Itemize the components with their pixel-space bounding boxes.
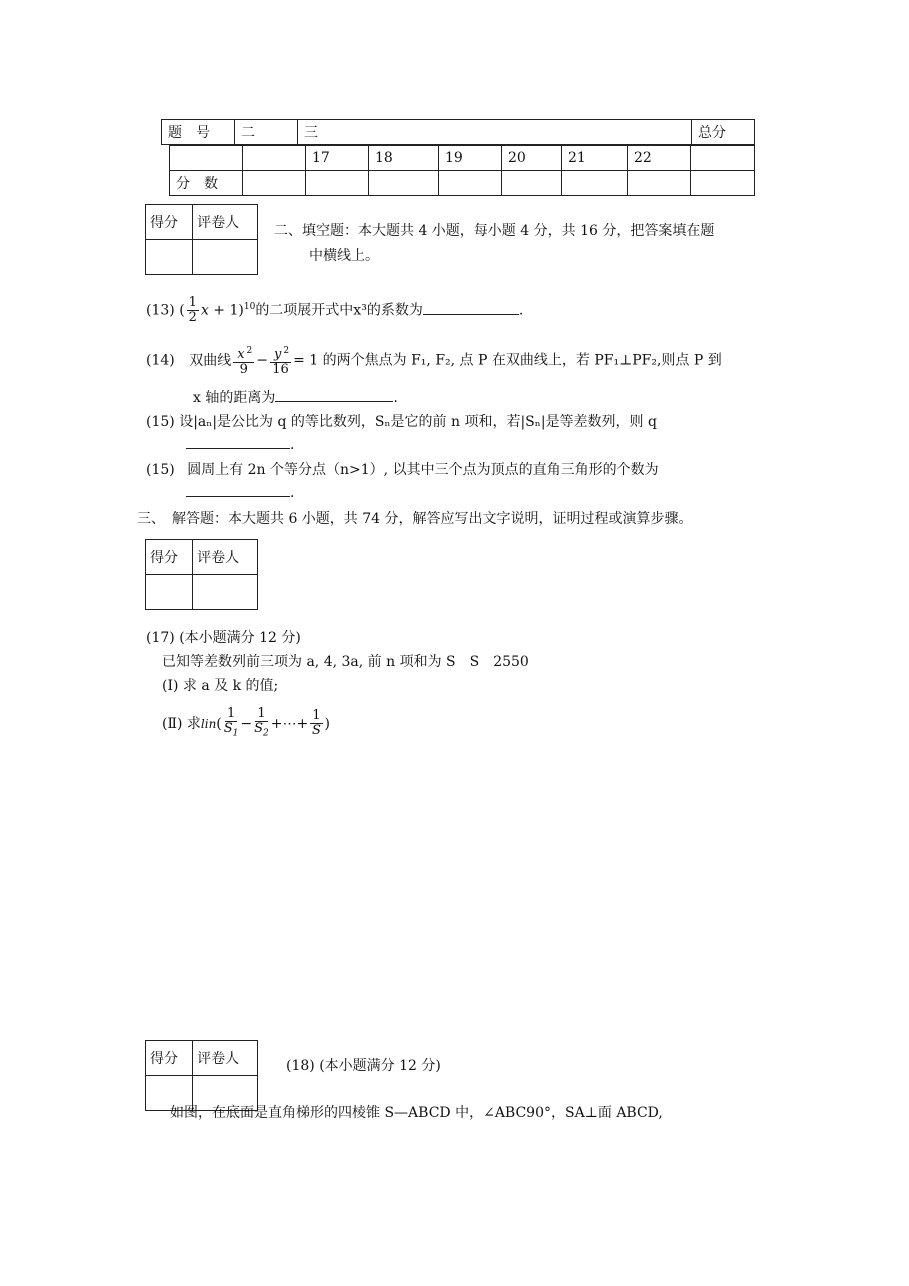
- answer-blank[interactable]: [275, 401, 393, 402]
- score-table-cell: 分 数: [170, 171, 243, 196]
- grade-box: [145, 539, 258, 610]
- score-table-cell: 总分: [692, 120, 755, 145]
- question-17-part1: (Ⅰ) 求 a 及 k 的值;: [162, 678, 279, 694]
- fraction: $\frac{1}{S}$: [311, 708, 321, 739]
- question-15b: [146, 459, 659, 479]
- score-table-cell: [628, 171, 691, 196]
- score-table-cell: [691, 146, 755, 171]
- score-table-cell: [439, 171, 502, 196]
- score-label: 得分: [146, 205, 193, 240]
- score-table-cell: 题 号: [162, 120, 235, 145]
- grade-box: [145, 204, 258, 275]
- question-18-line1: 如图，在底面是直角梯形的四棱锥 S—ABCD 中，∠ABC90°，SA⊥面 ABCD,: [170, 1105, 663, 1121]
- question-text: 圆周上有 2n 个等分点（n>1）, 以其中三个点为顶点的直角三角形的个数为: [187, 462, 659, 478]
- question-17-title: (17) (本小题满分 12 分): [146, 630, 301, 646]
- answer-blank[interactable]: [186, 482, 290, 497]
- question-17-part2: (Ⅱ) 求lin( $\frac{1}{S_1}$ − $\frac{1}{S_2}$ +⋯+ $\frac{1}{S}$ ): [162, 706, 330, 739]
- fraction: $\frac{x ^2}{9}$: [233, 344, 254, 377]
- score-table-cell: [369, 171, 439, 196]
- answer-blank[interactable]: [423, 314, 519, 315]
- fraction: $\frac{y ^2}{16}$: [270, 344, 291, 377]
- score-table-cell: [562, 171, 628, 196]
- score-table-cell: 20: [502, 146, 562, 171]
- score-table-cell: 19: [439, 146, 502, 171]
- grade-box: [145, 1040, 258, 1111]
- score-table-cell: 三: [298, 120, 692, 145]
- question-text: 的二项展开式中x³的系数为: [255, 302, 423, 319]
- question-14: (14) 双曲线 $\frac{x ^2}{9}$ − $\frac{y ^2}{16}$ = 1 的两个焦点为 F₁, F₂, 点 P 在双曲线上，若 PF₁⊥PF₂,则点 P 到: [146, 346, 722, 378]
- score-table-cell: [170, 146, 243, 171]
- question-number: (14): [146, 352, 175, 369]
- score-table-cell: [691, 171, 755, 196]
- question-17-line1: 已知等差数列前三项为 a, 4, 3a, 前 n 项和为 S S 2550: [162, 654, 529, 670]
- score-table-cell: 二: [235, 120, 298, 145]
- question-text: = 1 的两个焦点为 F₁, F₂, 点 P 在双曲线上，若 PF₁⊥PF₂,则点 P 到: [293, 352, 722, 369]
- reviewer-label: 评卷人: [193, 205, 258, 240]
- score-label: 得分: [146, 540, 193, 575]
- question-14-line2: x 轴的距离为 .: [193, 390, 398, 406]
- question-13: (13) ( $\frac{1}{2}$ x + 1)$^{10}$的二项展开式中x³的系数为 .: [146, 295, 524, 325]
- question-number: (15): [146, 462, 175, 478]
- question-number: (13): [146, 302, 175, 319]
- section3-heading: 三、 解答题：本大题共 6 小题，共 74 分，解答应写出文字说明，证明过程或演算步骤。: [137, 511, 693, 527]
- section2-heading-line2: 中横线上。: [309, 248, 379, 264]
- score-label: 得分: [146, 1041, 193, 1076]
- score-table-cell: 18: [369, 146, 439, 171]
- score-table-cell: [243, 171, 306, 196]
- fraction: $\frac{1}{2}$: [188, 295, 197, 325]
- reviewer-label: 评卷人: [193, 540, 258, 575]
- score-table-cell: [243, 146, 306, 171]
- score-table-cell: [502, 171, 562, 196]
- fraction: $\frac{1}{S_2}$: [254, 706, 269, 739]
- fraction: $\frac{1}{S_1}$: [223, 706, 239, 739]
- score-table-cell: 17: [306, 146, 369, 171]
- question-18-title: (18) (本小题满分 12 分): [286, 1058, 441, 1074]
- score-table-cell: 21: [562, 146, 628, 171]
- question-15a: [146, 411, 657, 431]
- reviewer-label: 评卷人: [193, 1041, 258, 1076]
- question-number: (15): [146, 414, 175, 430]
- score-table: [161, 119, 755, 145]
- score-table-cell: [306, 171, 369, 196]
- section2-heading-line1: 二、填空题：本大题共 4 小题，每小题 4 分，共 16 分，把答案填在题: [274, 223, 715, 239]
- question-text: 设|aₙ|是公比为 q 的等比数列，Sₙ是它的前 n 项和，若|Sₙ|是等差数列，则 q: [179, 414, 657, 430]
- score-table-cell: 22: [628, 146, 691, 171]
- answer-blank[interactable]: [186, 434, 290, 449]
- score-table-body: [169, 145, 755, 196]
